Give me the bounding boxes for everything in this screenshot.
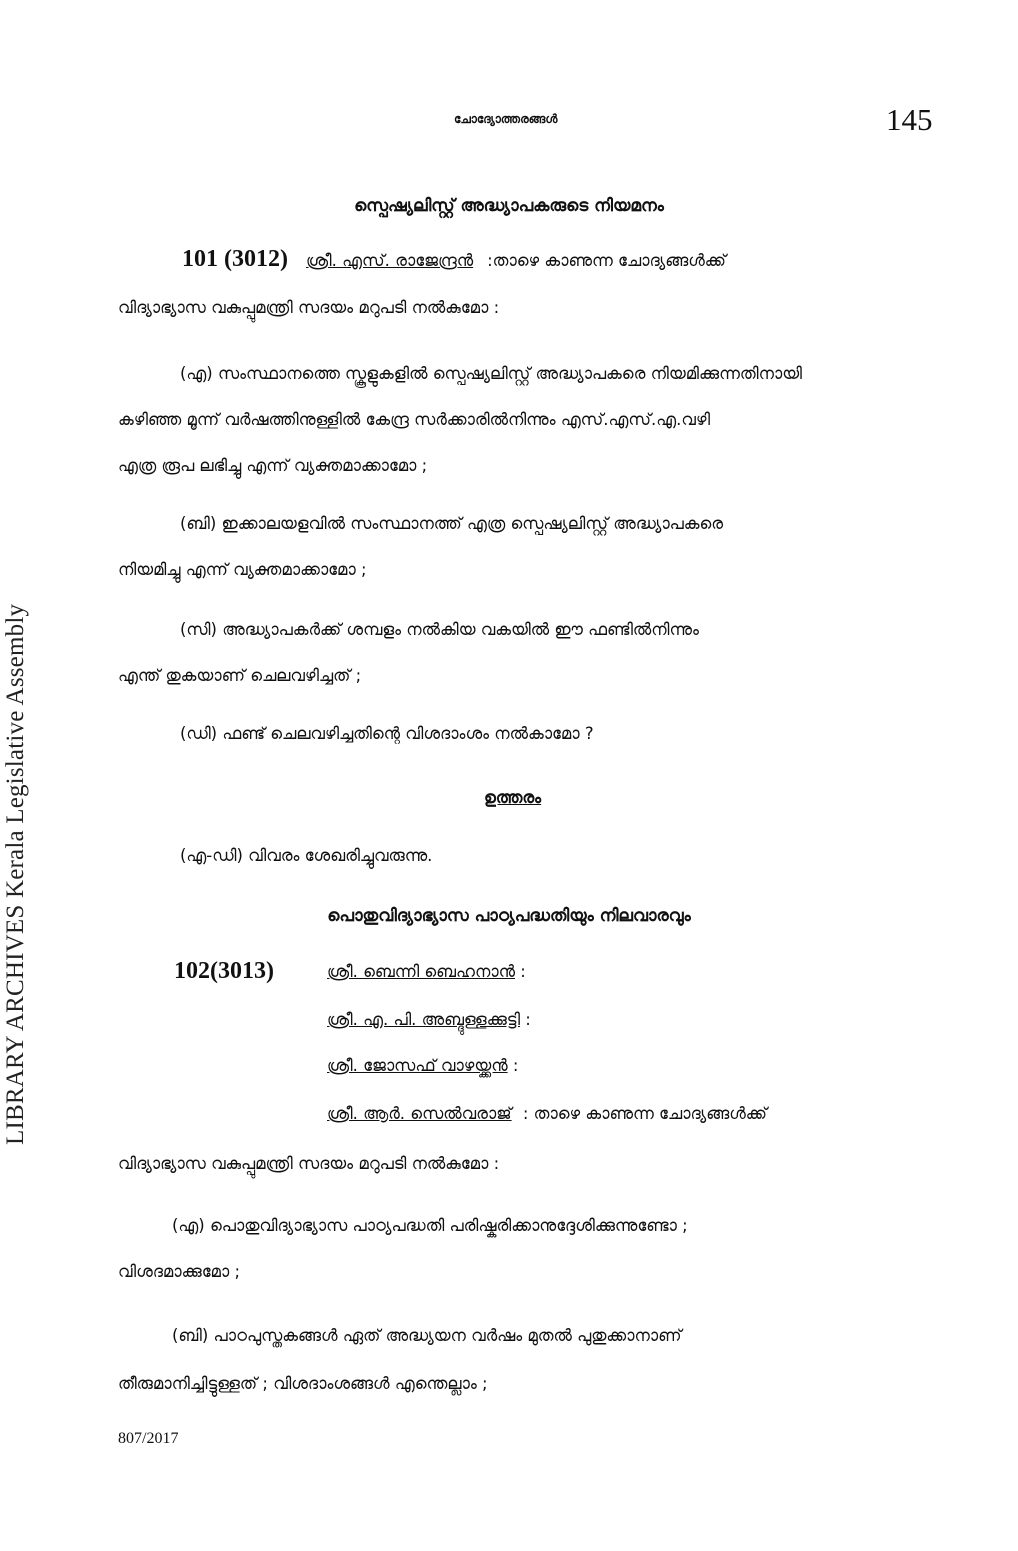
colon: : xyxy=(520,962,526,981)
colon: : xyxy=(512,1056,519,1075)
q101-d-line1: (ഡി) ഫണ്ട് ചെലവഴിച്ചതിന്റെ വിശദാംശം നൽകാമോ ? xyxy=(180,724,594,743)
q102-member4-line xyxy=(327,1104,767,1124)
q101-number: 101 (3012) xyxy=(182,246,288,272)
footer-code: 807/2017 xyxy=(118,1430,179,1447)
q101-a-line2: കഴിഞ്ഞ മൂന്ന് വർഷത്തിനുള്ളിൽ കേന്ദ്ര സർക്കാരിൽനിന്നും എസ്.എസ്.എ.വഴി xyxy=(118,410,711,429)
answer-text: (എ-ഡി) വിവരം ശേഖരിച്ചുവരുന്നു. xyxy=(180,846,433,865)
q102-intro-rest: : താഴെ കാണുന്ന ചോദ്യങ്ങൾക്ക് xyxy=(522,1104,767,1123)
running-head: ചോദ്യോത്തരങ്ങൾ xyxy=(454,112,558,126)
q102-member3-line xyxy=(327,1056,518,1076)
q102-b-line1: (ബി) പാഠപുസ്തകങ്ങൾ ഏത് അദ്ധ്യയന വർഷം മുതൽ പുതുക്കാനാണ് xyxy=(172,1326,682,1345)
q102-member3: ശ്രീ. ജോസഫ് വാഴയ്ക്കൻ xyxy=(327,1056,508,1075)
q101-b-line1: (ബി) ഇക്കാലയളവിൽ സംസ്ഥാനത്ത് എത്ര സ്പെഷ്യലിസ്റ്റ് അദ്ധ്യാപകരെ xyxy=(180,514,724,533)
q101-a-line3: എത്ര രൂപ ലഭിച്ചു എന്ന് വ്യക്തമാക്കാമോ ; xyxy=(118,456,428,475)
q102-member1-line xyxy=(327,962,526,982)
q102-member2: ശ്രീ. എ. പി. അബ്ദുള്ളക്കുട്ടി xyxy=(327,1010,521,1029)
q102-a-line1: (എ) പൊതുവിദ്യാഭ്യാസ പാഠ്യപദ്ധതി പരിഷ്കരിക്കാനുദ്ദേശിക്കുന്നുണ്ടോ ; xyxy=(172,1216,688,1235)
q102-number: 102(3013) xyxy=(174,958,274,984)
q101-intro-line2: വിദ്യാഭ്യാസ വകുപ്പുമന്ത്രി സദയം മറുപടി നൽകുമോ : xyxy=(118,298,500,317)
page-number: 145 xyxy=(886,102,933,137)
q101-intro-rest: :താഴെ കാണുന്ന ചോദ്യങ്ങൾക്ക് xyxy=(487,251,726,270)
q101-a-line1: (എ) സംസ്ഥാനത്തെ സ്കൂളുകളിൽ സ്പെഷ്യലിസ്റ്റ് അദ്ധ്യാപകരെ നിയമിക്കുന്നതിനായി xyxy=(180,364,803,383)
q101-b-line2: നിയമിച്ചു എന്ന് വ്യക്തമാക്കാമോ ; xyxy=(118,560,367,579)
q102-heading: പൊതുവിദ്യാഭ്യാസ പാഠ്യപദ്ധതിയും നിലവാരവും xyxy=(327,906,691,926)
q102-a-line2: വിശദമാക്കുമോ ; xyxy=(118,1262,241,1281)
q102-member4: ശ്രീ. ആർ. സെൽവരാജ് xyxy=(327,1104,512,1123)
q101-member: ശ്രീ. എസ്. രാജേന്ദ്രൻ xyxy=(305,251,474,270)
q101-heading: സ്പെഷ്യലിസ്റ്റ് അദ്ധ്യാപകരുടെ നിയമനം xyxy=(354,196,664,216)
archive-watermark: LIBRARY ARCHIVES Kerala Legislative Assembly xyxy=(2,603,29,1145)
q102-b-line2: തീരുമാനിച്ചിട്ടുള്ളത് ; വിശദാംശങ്ങൾ എന്തെല്ലാം ; xyxy=(118,1374,488,1393)
q101-intro-line1 xyxy=(182,246,942,273)
answer-heading: ഉത്തരം xyxy=(484,788,542,807)
q102-member2-line xyxy=(327,1010,531,1030)
q102-member1: ശ്രീ. ബെന്നി ബെഹനാൻ xyxy=(327,962,516,981)
q101-c-line1: (സി) അദ്ധ്യാപകർക്ക് ശമ്പളം നൽകിയ വകയിൽ ഈ ഫണ്ടിൽനിന്നും xyxy=(180,620,699,639)
q101-c-line2: എന്ത് തുകയാണ് ചെലവഴിച്ചത് ; xyxy=(118,666,362,685)
colon: : xyxy=(525,1010,531,1029)
q102-intro-line2: വിദ്യാഭ്യാസ വകുപ്പുമന്ത്രി സദയം മറുപടി നൽകുമോ : xyxy=(118,1154,500,1173)
